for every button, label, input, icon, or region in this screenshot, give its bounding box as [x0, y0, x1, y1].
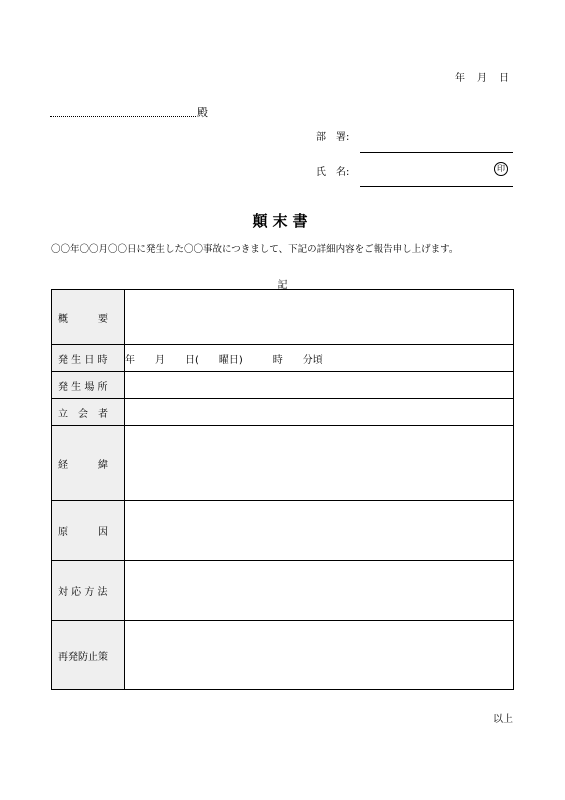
row-value-prevention	[125, 621, 514, 690]
row-label-response: 対 応 方 法	[52, 561, 125, 621]
row-label-location: 発 生 場 所	[52, 372, 125, 399]
department-line	[360, 152, 513, 153]
report-table	[51, 289, 514, 690]
intro-text: 〇〇年〇〇月〇〇日に発生した〇〇事故につきまして、下記の詳細内容をご報告申し上げます。	[51, 244, 459, 255]
row-value-response	[125, 561, 514, 621]
addressee-suffix: 殿	[197, 106, 208, 119]
name-label: 氏 名:	[316, 167, 350, 178]
row-label-datetime: 発 生 日 時	[52, 345, 125, 372]
row-label-background: 経 緯	[52, 426, 125, 501]
row-label-summary: 概 要	[52, 290, 125, 345]
row-value-background	[125, 426, 514, 501]
row-value-witness	[125, 399, 514, 426]
row-value-location	[125, 372, 514, 399]
report-date: 年 月 日	[455, 73, 510, 84]
document-title: 顛末書	[252, 212, 313, 230]
table-row	[52, 426, 514, 501]
table-row	[52, 621, 514, 690]
addressee-line	[50, 116, 196, 117]
table-row	[52, 399, 514, 426]
row-value-cause	[125, 501, 514, 561]
name-line	[360, 186, 513, 187]
row-label-prevention: 再発防止策	[52, 621, 125, 690]
row-label-cause: 原 因	[52, 501, 125, 561]
seal-icon: 印	[494, 162, 508, 176]
closing-text: 以上	[493, 714, 513, 725]
department-label: 部 署:	[316, 132, 350, 143]
row-label-witness: 立 会 者	[52, 399, 125, 426]
table-row	[52, 345, 514, 372]
row-value-summary	[125, 290, 514, 345]
table-row	[52, 372, 514, 399]
table-row	[52, 501, 514, 561]
table-row	[52, 290, 514, 345]
ki-heading: 記	[277, 280, 288, 291]
row-value-datetime: 年 月 日( 曜日) 時 分頃	[125, 345, 514, 372]
table-row	[52, 561, 514, 621]
